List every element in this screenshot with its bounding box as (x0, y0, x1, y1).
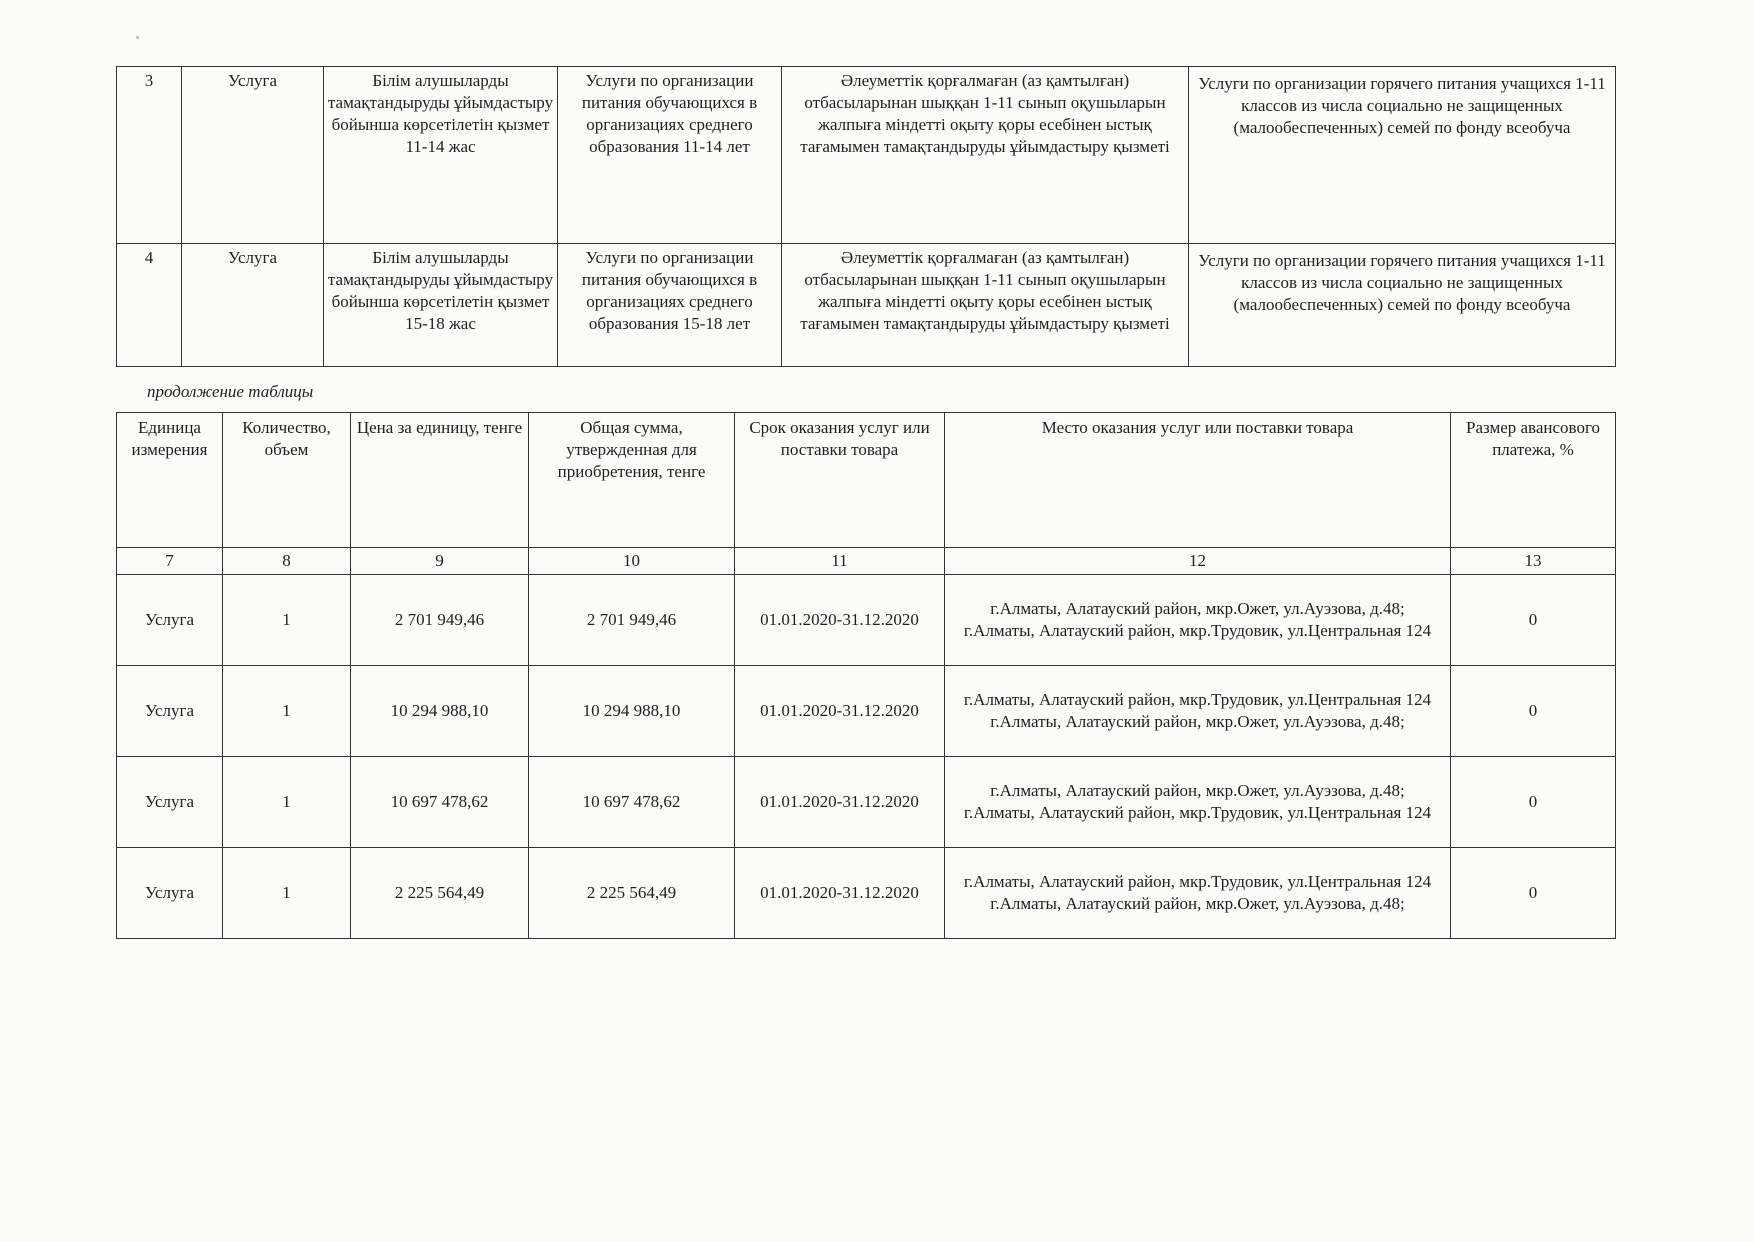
period-cell: 01.01.2020-31.12.2020 (735, 666, 945, 757)
header-unit-price: Цена за единицу, тенге (351, 413, 529, 548)
place-cell: г.Алматы, Алатауский район, мкр.Ожет, ул.Ауэзова, д.48; г.Алматы, Алатауский район, мкр.Трудовик, ул.Центральная 124 (945, 757, 1451, 848)
total-sum-cell: 2 225 564,49 (529, 848, 735, 939)
header-quantity: Количество, объем (223, 413, 351, 548)
quantity-cell: 1 (223, 757, 351, 848)
period-cell: 01.01.2020-31.12.2020 (735, 757, 945, 848)
column-number: 13 (1451, 548, 1616, 575)
continuation-label: продолжение таблицы (147, 382, 314, 401)
header-place: Место оказания услуг или поставки товара (945, 413, 1451, 548)
header-row (117, 413, 1616, 548)
column-number: 9 (351, 548, 529, 575)
quantity-cell: 1 (223, 575, 351, 666)
name-ru-cell: Услуги по организации питания обучающихся в организациях среднего образования 11-14 лет (558, 67, 782, 244)
unit-price-cell: 2 225 564,49 (351, 848, 529, 939)
unit-price-cell: 2 701 949,46 (351, 575, 529, 666)
advance-cell: 0 (1451, 575, 1616, 666)
name-ru-cell: Услуги по организации питания обучающихся в организациях среднего образования 15-18 лет (558, 244, 782, 367)
unit-cell: Услуга (117, 575, 223, 666)
place-cell: г.Алматы, Алатауский район, мкр.Ожет, ул.Ауэзова, д.48; г.Алматы, Алатауский район, мкр.Трудовик, ул.Центральная 124 (945, 575, 1451, 666)
description-ru-cell: Услуги по организации горячего питания учащихся 1-11 классов из числа социально не защищенных (малообеспеченных) семей по фонду всеобуча (1189, 244, 1616, 367)
column-numbers-row (117, 548, 1616, 575)
unit-cell: Услуга (182, 244, 324, 367)
place-cell: г.Алматы, Алатауский район, мкр.Трудовик, ул.Центральная 124 г.Алматы, Алатауский район, мкр.Ожет, ул.Ауэзова, д.48; (945, 848, 1451, 939)
place-cell: г.Алматы, Алатауский район, мкр.Трудовик, ул.Центральная 124 г.Алматы, Алатауский район, мкр.Ожет, ул.Ауэзова, д.48; (945, 666, 1451, 757)
lots-table (116, 66, 1616, 367)
details-table (116, 412, 1616, 939)
column-number: 7 (117, 548, 223, 575)
advance-cell: 0 (1451, 666, 1616, 757)
unit-cell: Услуга (117, 666, 223, 757)
table-row (117, 666, 1616, 757)
quantity-cell: 1 (223, 848, 351, 939)
unit-price-cell: 10 697 478,62 (351, 757, 529, 848)
table-row (117, 67, 1616, 244)
advance-cell: 0 (1451, 848, 1616, 939)
period-cell: 01.01.2020-31.12.2020 (735, 848, 945, 939)
total-sum-cell: 2 701 949,46 (529, 575, 735, 666)
name-kz-cell: Білім алушыларды тамақтандыруды ұйымдастыру бойынша көрсетілетін қызмет 11-14 жас (324, 67, 558, 244)
table-row (117, 244, 1616, 367)
header-unit: Единица измерения (117, 413, 223, 548)
description-kz-cell: Әлеуметтік қорғалмаған (аз қамтылған) отбасыларынан шыққан 1-11 сынып оқушыларын жалпыға міндетті оқыту қоры есебінен ыстық тағамымен тамақтандыруды ұйымдастыру қызметі (782, 67, 1189, 244)
table-row (117, 848, 1616, 939)
total-sum-cell: 10 294 988,10 (529, 666, 735, 757)
column-number: 10 (529, 548, 735, 575)
column-number: 12 (945, 548, 1451, 575)
table-row (117, 575, 1616, 666)
header-period: Срок оказания услуг или поставки товара (735, 413, 945, 548)
header-total-sum: Общая сумма, утвержденная для приобретения, тенге (529, 413, 735, 548)
row-number: 4 (117, 244, 182, 367)
quantity-cell: 1 (223, 666, 351, 757)
total-sum-cell: 10 697 478,62 (529, 757, 735, 848)
column-number: 11 (735, 548, 945, 575)
description-ru-cell: Услуги по организации горячего питания учащихся 1-11 классов из числа социально не защищенных (малообеспеченных) семей по фонду всеобуча (1189, 67, 1616, 244)
description-kz-cell: Әлеуметтік қорғалмаған (аз қамтылған) отбасыларынан шыққан 1-11 сынып оқушыларын жалпыға міндетті оқыту қоры есебінен ыстық тағамымен тамақтандыруды ұйымдастыру қызметі (782, 244, 1189, 367)
unit-price-cell: 10 294 988,10 (351, 666, 529, 757)
row-number: 3 (117, 67, 182, 244)
unit-cell: Услуга (117, 848, 223, 939)
unit-cell: Услуга (117, 757, 223, 848)
name-kz-cell: Білім алушыларды тамақтандыруды ұйымдастыру бойынша көрсетілетін қызмет 15-18 жас (324, 244, 558, 367)
header-advance: Размер авансового платежа, % (1451, 413, 1616, 548)
period-cell: 01.01.2020-31.12.2020 (735, 575, 945, 666)
table-row (117, 757, 1616, 848)
advance-cell: 0 (1451, 757, 1616, 848)
scan-speck (136, 36, 139, 39)
unit-cell: Услуга (182, 67, 324, 244)
column-number: 8 (223, 548, 351, 575)
